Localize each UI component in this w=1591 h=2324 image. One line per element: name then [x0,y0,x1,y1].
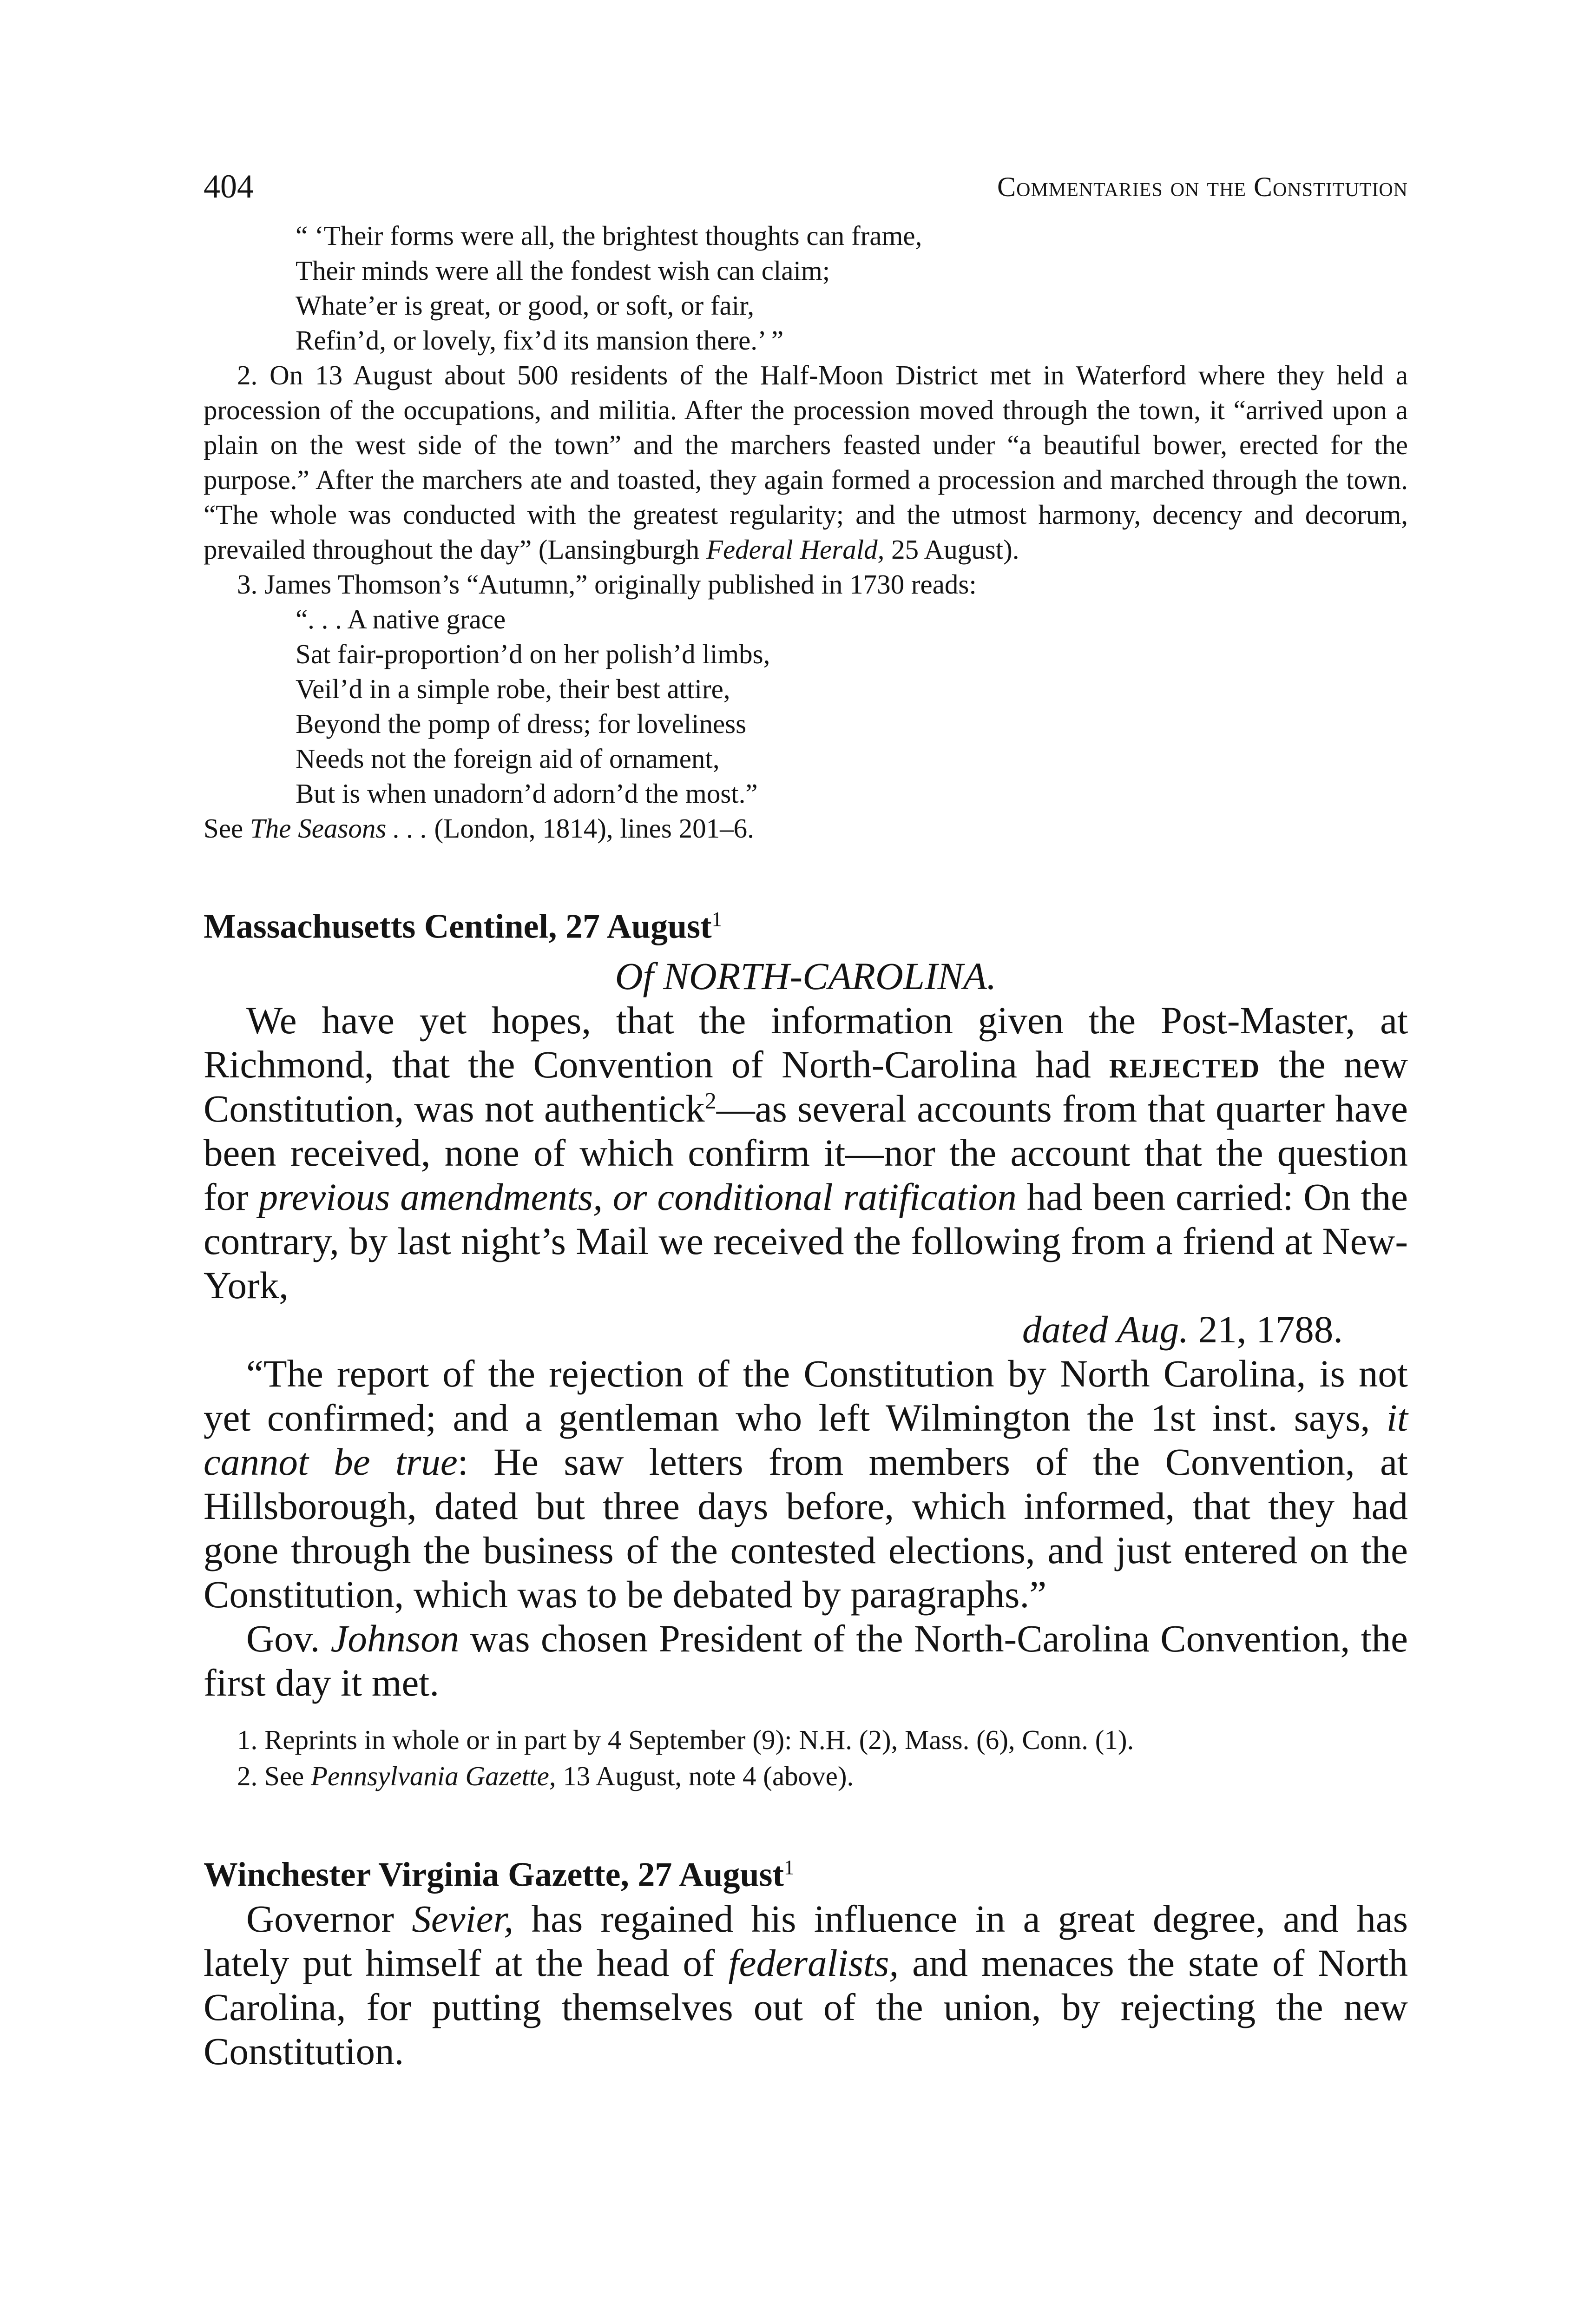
see-citation: See The Seasons . . . (London, 1814), lines 201–6. [204,813,754,844]
footnotes [204,1722,1408,1794]
page-header [204,167,1408,218]
verse-block-2 [204,602,1408,811]
verse-line: Veil’d in a simple robe, their best attire, [296,673,730,704]
running-head: Commentaries on the Constitution [997,172,1408,202]
article-paragraph-3: Gov. Johnson was chosen President of the North-Carolina Convention, the first day it met. [204,1617,1408,1704]
dateline: Of NORTH-CAROLINA. [615,954,997,997]
verse-line: But is when unadorn’d adorn’d the most.” [296,778,758,809]
article-paragraph-2: “The report of the rejection of the Constitution by North Carolina, is not yet confirmed; and a gentleman who left Wilmington the 1st inst. says, it cannot be true: He saw letters from members of the Convention, at Hillsborough, dated but three days before, which informed, that they had gone through the business of the contested elections, and just entered on the Constitution, which was to be debated by paragraphs.” [204,1352,1408,1616]
note-2: 2. On 13 August about 500 residents of the Half-Moon District met in Waterford where they held a procession of the occupations, and militia. After the procession moved through the town, it “arrived upon a plain on the west side of the town” and the marchers feasted under “a beautiful bower, erected for the purpose.” After the marchers ate and toasted, they again formed a procession and marched through the town. “The whole was conducted with the greatest regularity; and the utmost harmony, decency and decorum, prevailed throughout the day” (Lansingburgh Federal Herald, 25 August). [204,360,1408,565]
centinel-article [204,998,1408,1705]
section-heading-centinel: Massachusetts Centinel, 27 August$^1$ [204,907,722,946]
verse-line: Beyond the pomp of dress; for loveliness [296,708,747,739]
page-number: 404 [204,168,254,205]
verse-line: Whate’er is great, or good, or soft, or fair, [296,290,755,321]
verse-line: “ ‘Their forms were all, the brightest thoughts can frame, [296,220,922,251]
verse-line: Needs not the foreign aid of ornament, [296,743,720,774]
footnote-1: 1. Reprints in whole or in part by 4 September (9): N.H. (2), Mass. (6), Conn. (1). [237,1724,1134,1755]
verse-line: Their minds were all the fondest wish can claim; [296,255,830,286]
footnote-2: 2. See Pennsylvania Gazette, 13 August, note 4 (above). [237,1760,854,1791]
document-page [204,167,1408,2073]
verse-line: Refin’d, or lovely, fix’d its mansion there.’ ” [296,325,784,356]
verse-block-1 [204,218,1408,358]
verse-line: “. . . A native grace [296,604,506,634]
section-heading-winchester: Winchester Virginia Gazette, 27 August$^1$ [204,1855,795,1894]
verse-line: Sat fair-proportion’d on her polish’d limbs, [296,639,770,669]
letter-date: dated Aug. 21, 1788. [1022,1307,1343,1351]
article-paragraph-1: We have yet hopes, that the information given the Post-Master, at Richmond, that the Convention of North-Carolina had rejected the new Constitution, was not authentick$^2$—as several accounts from that quarter have been received, none of which confirm it—nor the account that the question for previous amendments, or conditional ratification had been carried: On the contrary, by last night’s Mail we received the following from a friend at New-York, [204,998,1408,1307]
endnotes [204,358,1408,602]
article-paragraph: Governor Sevier, has regained his influence in a great degree, and has lately put himself at the head of federalists, and menaces the state of North Carolina, for putting themselves out of the union, by rejecting the new Constitution. [204,1897,1408,2073]
note-3: 3. James Thomson’s “Autumn,” originally published in 1730 reads: [237,569,977,600]
winchester-article [204,1897,1408,2073]
